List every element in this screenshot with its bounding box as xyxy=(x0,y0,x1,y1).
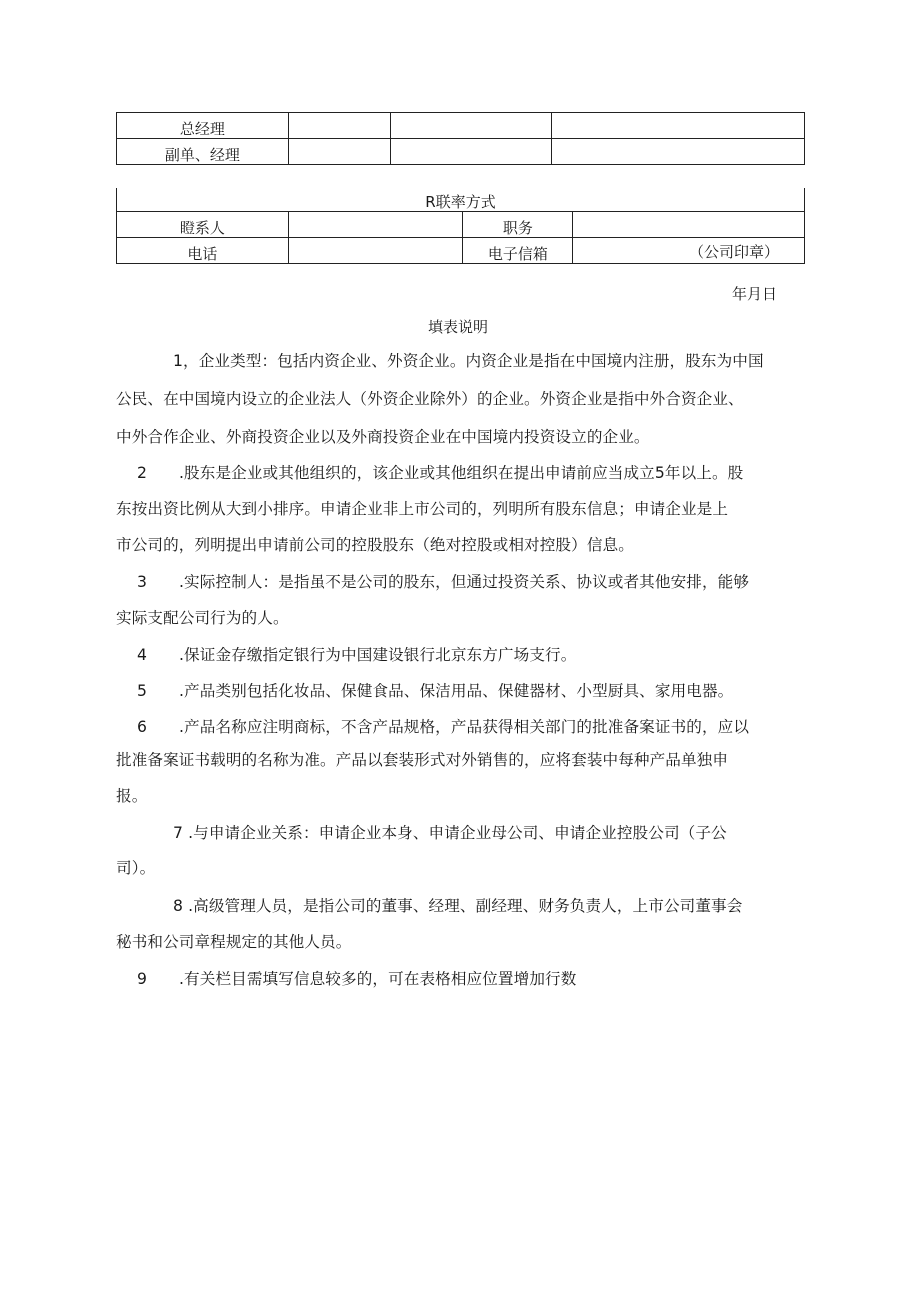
instruction-line: 实际支配公司行为的人。 xyxy=(116,609,289,627)
instruction-line: 东按出资比例从大到小排序。申请企业非上市公司的，列明所有股东信息；申请企业是上 xyxy=(116,500,729,518)
row-label-general-manager: 总经理 xyxy=(117,113,289,139)
instruction-number: 4 xyxy=(137,646,148,664)
instruction-line: .产品类别包括化妆品、保健食品、保洁用品、保健器材、小型厨具、家用电器。 xyxy=(179,682,734,700)
row-label-deputy-manager: 副单、经理 xyxy=(117,139,289,165)
table-cell[interactable] xyxy=(390,139,552,165)
instruction-number: 6 xyxy=(137,718,148,736)
instruction-line: 批准备案证书载明的名称为准。产品以套装形式对外销售的，应将套装中每种产品单独申 xyxy=(116,751,729,769)
instruction-line: .实际控制人：是指虽不是公司的股东，但通过投资关系、协议或者其他安排，能够 xyxy=(179,573,750,591)
instruction-line: 公民、在中国境内设立的企业法人（外资企业除外）的企业。外资企业是指中外合资企业、 xyxy=(116,390,744,408)
instruction-line: .保证金存缴指定银行为中国建设银行北京东方广场支行。 xyxy=(179,646,577,664)
instruction-line: 7 .与申请企业关系：申请企业本身、申请企业母公司、申请企业控股公司（子公 xyxy=(173,824,727,842)
instruction-line: .股东是企业或其他组织的，该企业或其他组织在提出申请前应当成立5年以上。股 xyxy=(179,464,744,482)
email-label: 电子信箱 xyxy=(463,238,573,264)
instruction-line: 司）。 xyxy=(116,859,156,877)
table-row xyxy=(117,212,805,238)
instruction-number: 5 xyxy=(137,682,148,700)
table-cell[interactable] xyxy=(288,113,390,139)
instruction-line: 市公司的，列明提出申请前公司的控股股东（绝对控股或相对控股）信息。 xyxy=(116,536,634,554)
instruction-number: 3 xyxy=(137,573,148,591)
table-cell[interactable] xyxy=(390,113,552,139)
table-row xyxy=(117,113,805,139)
instruction-line: 中外合作企业、外商投资企业以及外商投资企业在中国境内投资设立的企业。 xyxy=(116,428,650,446)
instruction-number: 9 xyxy=(137,970,148,988)
contact-header: R联率方式 xyxy=(117,188,805,212)
table-cell[interactable] xyxy=(552,113,805,139)
date-line: 年月日 xyxy=(732,285,778,303)
managers-table xyxy=(116,112,805,165)
instruction-line: 秘书和公司章程规定的其他人员。 xyxy=(116,933,352,951)
phone-label: 电话 xyxy=(117,238,289,264)
company-seal-note: （公司印章） xyxy=(689,243,780,261)
table-row xyxy=(117,188,805,212)
contact-person-label: 瞪系人 xyxy=(117,212,289,238)
table-cell[interactable] xyxy=(552,139,805,165)
instruction-number: 2 xyxy=(137,464,148,482)
instruction-line: .有关栏目需填写信息较多的，可在表格相应位置增加行数 xyxy=(179,970,577,988)
instruction-line: .产品名称应注明商标，不含产品规格，产品获得相关部门的批准备案证书的，应以 xyxy=(179,718,750,736)
instruction-line: 8 .高级管理人员，是指公司的董事、经理、副经理、财务负责人，上市公司董事会 xyxy=(173,897,743,915)
instruction-line: 1，企业类型：包括内资企业、外资企业。内资企业是指在中国境内注册，股东为中国 xyxy=(173,352,764,370)
phone-field[interactable] xyxy=(288,238,463,264)
instruction-line: 报。 xyxy=(116,787,148,805)
instructions-title: 填表说明 xyxy=(428,318,489,336)
contact-person-field[interactable] xyxy=(288,212,463,238)
table-row xyxy=(117,139,805,165)
table-cell[interactable] xyxy=(288,139,390,165)
position-label: 职务 xyxy=(463,212,573,238)
position-field[interactable] xyxy=(573,212,805,238)
